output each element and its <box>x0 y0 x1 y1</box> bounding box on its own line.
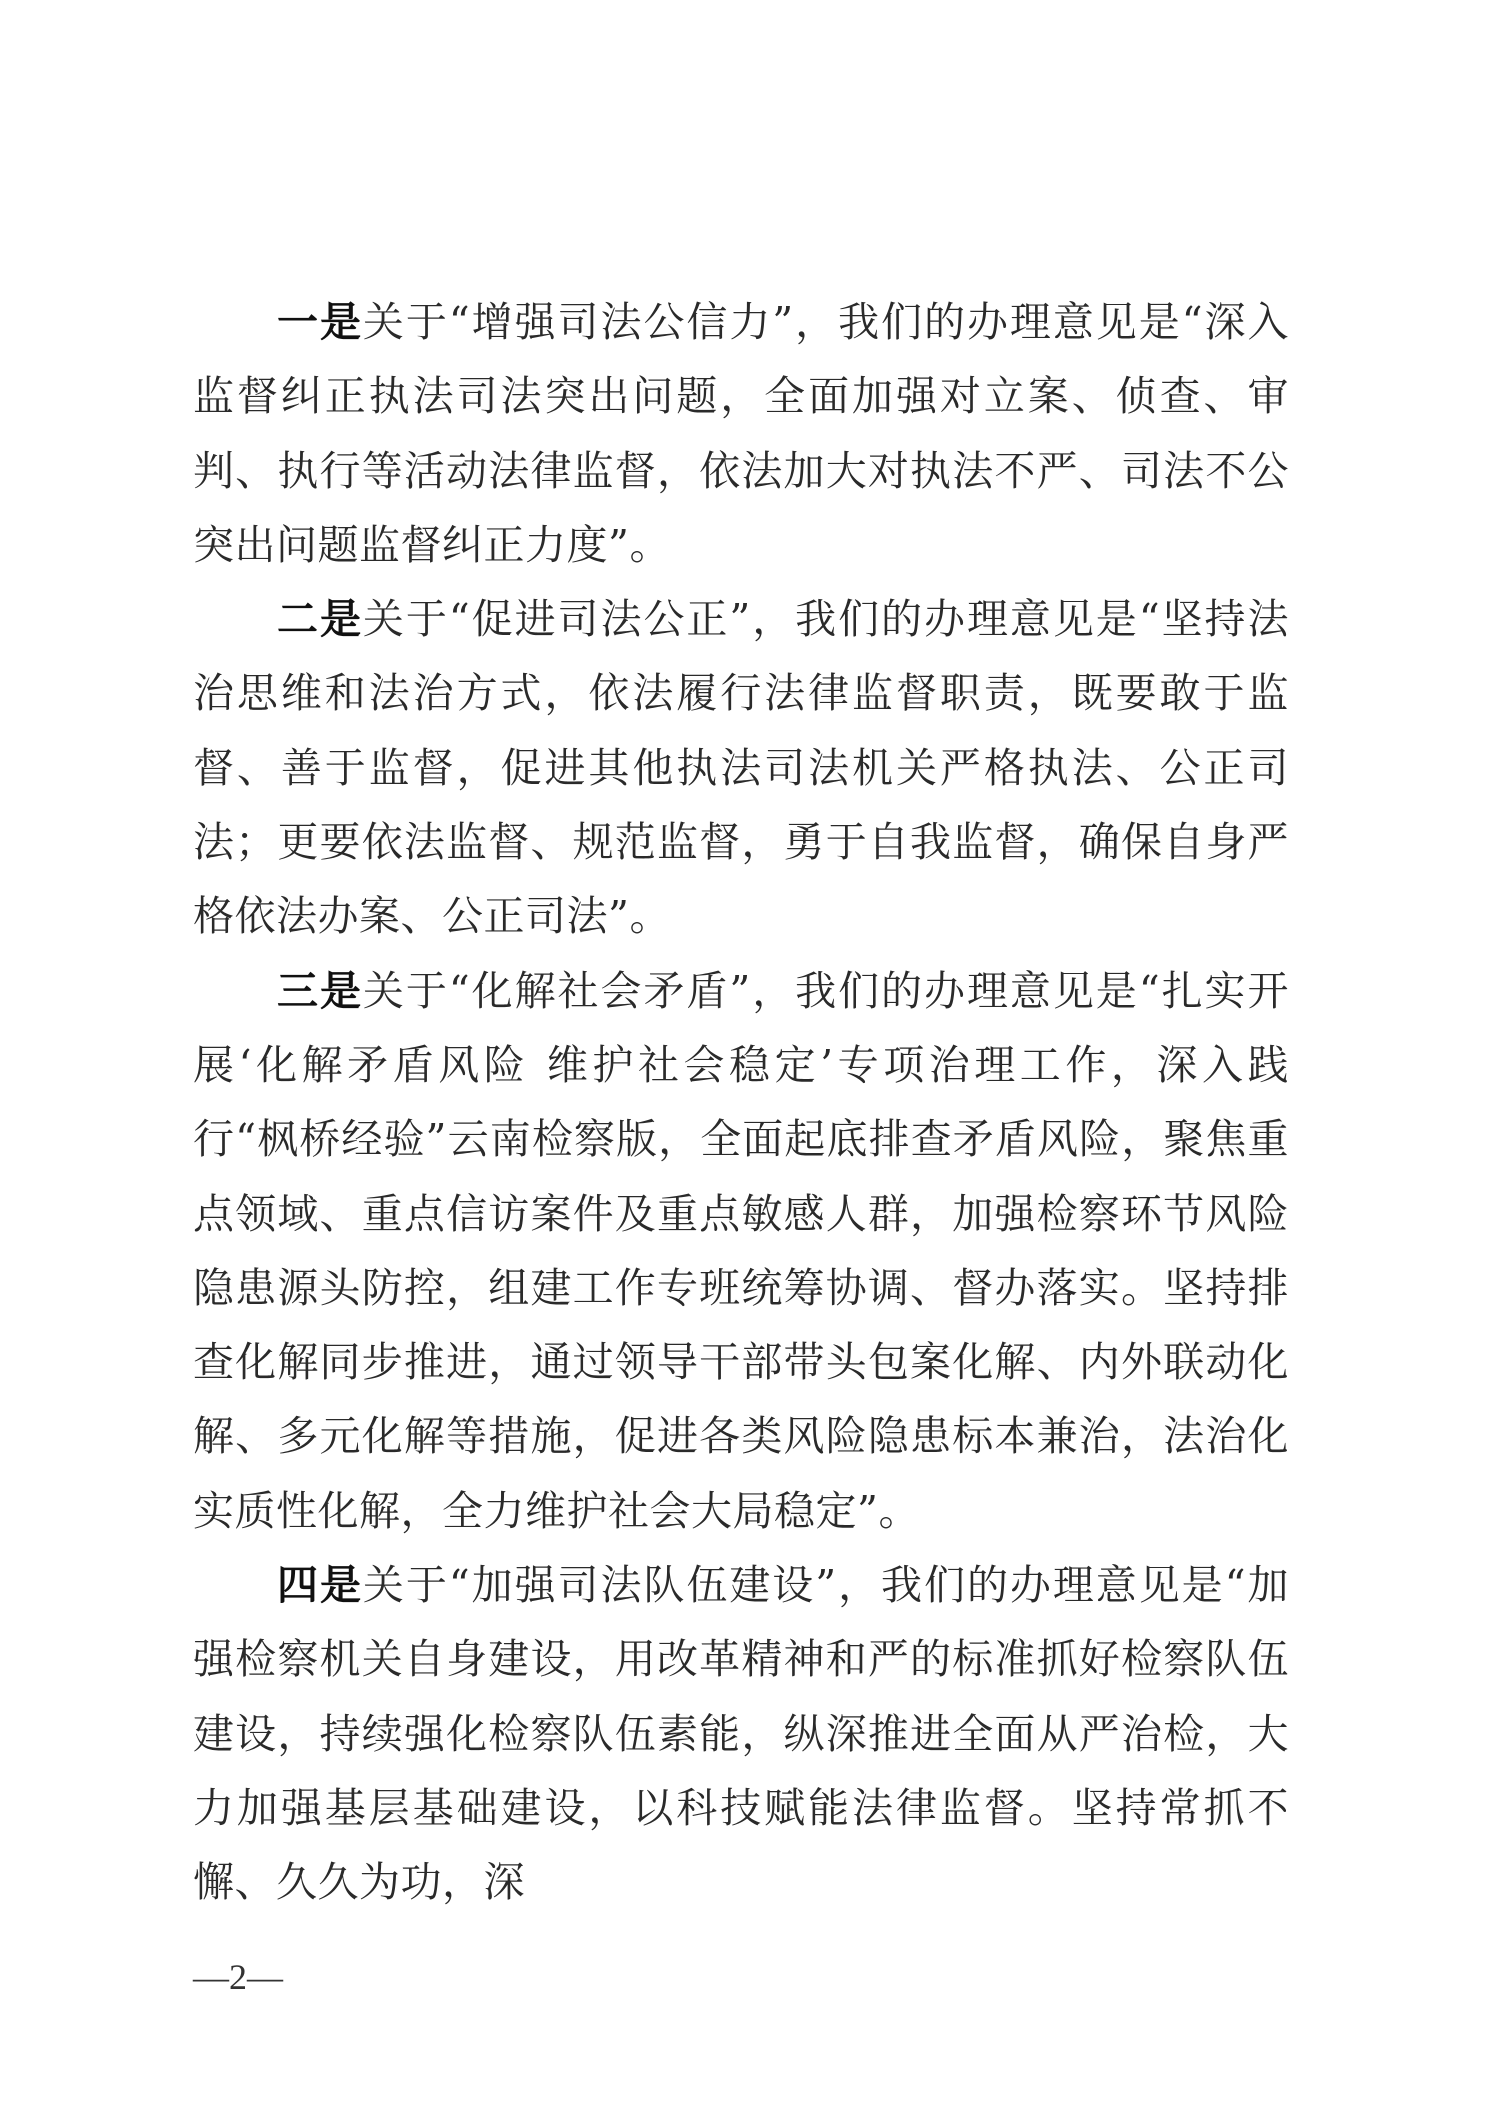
paragraph-4-text: 关于“加强司法队伍建设”，我们的办理意见是“加强检察机关自身建设，用改革精神和严的标准抓好检察队伍建设，持续强化检察队伍素能，纵深推进全面从严治检，大力加强基层基础建设，以科技赋能法律监督。坚持常抓不懈、久久为功，深 <box>193 1561 1289 1907</box>
paragraph-3 <box>193 954 1289 1548</box>
paragraph-1-text: 关于“增强司法公信力”，我们的办理意见是“深入监督纠正执法司法突出问题，全面加强对立案、侦查、审判、执行等活动法律监督，依法加大对执法不严、司法不公突出问题监督纠正力度”。 <box>193 298 1289 569</box>
paragraph-1-lead: 一是 <box>277 298 363 346</box>
paragraph-4-lead: 四是 <box>277 1561 363 1610</box>
paragraph-3-lead: 三是 <box>277 966 363 1015</box>
paragraph-3-text: 关于“化解社会矛盾”，我们的办理意见是“扎实开展‘化解矛盾风险 维护社会稳定’专项治理工作，深入践行“枫桥经验”云南检察版，全面起底排查矛盾风险，聚焦重点领域、重点信访案件及重点敏感人群，加强检察环节风险隐患源头防控，组建工作专班统筹协调、督办落实。坚持排查化解同步推进，通过领导干部带头包案化解、内外联动化解、多元化解等措施，促进各类风险隐患标本兼治，法治化实质性化解，全力维护社会大局稳定”。 <box>193 966 1289 1535</box>
paragraph-2 <box>193 582 1289 953</box>
page-number: —2— <box>193 1957 283 1997</box>
paragraph-4 <box>193 1548 1289 1919</box>
paragraph-2-text: 关于“促进司法公正”，我们的办理意见是“坚持法治思维和法治方式，依法履行法律监督职责，既要敢于监督、善于监督，促进其他执法司法机关严格执法、公正司法；更要依法监督、规范监督，勇于自我监督，确保自身严格依法办案、公正司法”。 <box>193 595 1289 941</box>
document-body <box>193 285 1289 1920</box>
paragraph-2-lead: 二是 <box>277 595 363 644</box>
paragraph-1 <box>193 285 1289 582</box>
